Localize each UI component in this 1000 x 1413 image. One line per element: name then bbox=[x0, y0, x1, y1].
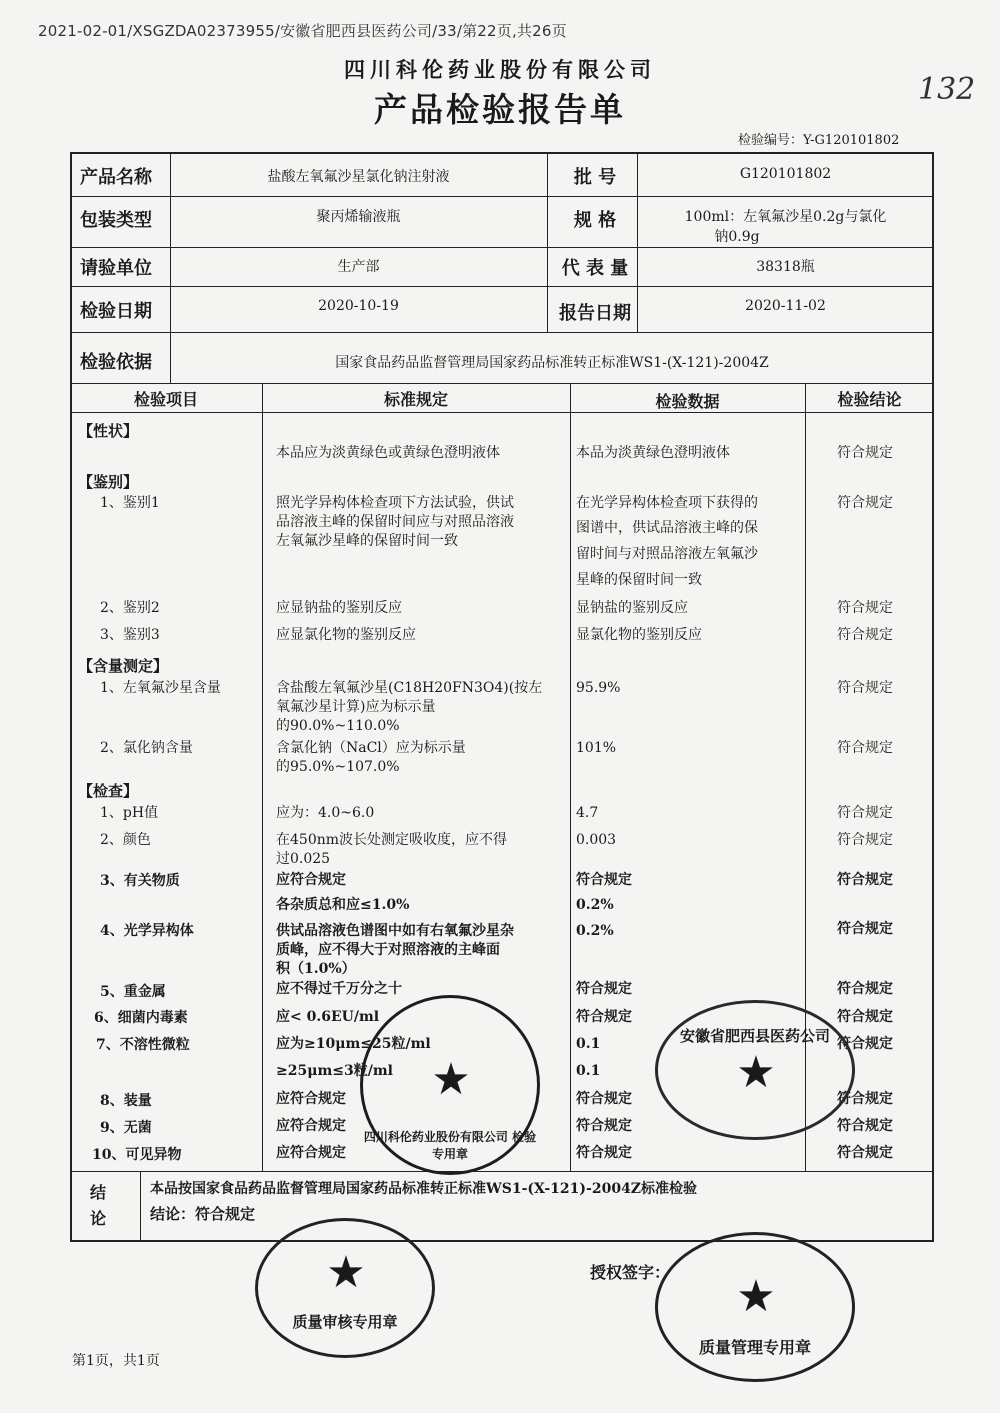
standard-cell: 含氯化钠（NaCl）应为标示量 bbox=[276, 740, 466, 756]
quantity: 38318瓶 bbox=[756, 259, 815, 275]
item-name: 4、光学异构体 bbox=[100, 923, 194, 939]
standard-cell: 积（1.0%） bbox=[276, 961, 356, 977]
item-name: 3、有关物质 bbox=[100, 873, 180, 889]
result-cell: 符合规定 bbox=[837, 1145, 893, 1161]
standard-cell: 过0.025 bbox=[276, 851, 331, 867]
data-cell: 0.2% bbox=[576, 923, 614, 939]
test-date-label: 检验日期 bbox=[80, 301, 152, 322]
result-cell: 符合规定 bbox=[837, 445, 893, 461]
test-date: 2020-10-19 bbox=[318, 298, 399, 314]
standard-cell: 含盐酸左氧氟沙星(C18H20FN3O4)(按左 bbox=[276, 680, 543, 696]
col-header-data: 检验数据 bbox=[655, 392, 720, 411]
item-name: 1、鉴别1 bbox=[100, 495, 160, 511]
data-cell: 符合规定 bbox=[576, 872, 632, 888]
basis: 国家食品药品监督管理局国家药品标准转正标准WS1-(X-121)-2004Z bbox=[335, 355, 769, 371]
result-cell: 符合规定 bbox=[837, 872, 893, 888]
data-cell: 95.9% bbox=[576, 680, 621, 696]
result-cell: 符合规定 bbox=[837, 627, 893, 643]
rule bbox=[70, 286, 934, 287]
batch-number: G120101802 bbox=[739, 166, 832, 182]
data-cell: 本品为淡黄绿色澄明液体 bbox=[576, 445, 730, 461]
item-name: 1、pH值 bbox=[100, 805, 159, 821]
data-cell: 101% bbox=[576, 740, 617, 756]
batch-label: 批 号 bbox=[573, 167, 617, 188]
section-identification: 【鉴别】 bbox=[78, 473, 139, 491]
result-cell: 符合规定 bbox=[837, 1036, 893, 1052]
data-cell: 图谱中，供试品溶液主峰的保 bbox=[576, 520, 758, 536]
item-name: 5、重金属 bbox=[100, 984, 166, 1000]
standard-cell: 氧氟沙星计算)应为标示量 bbox=[276, 699, 436, 715]
data-cell: 0.003 bbox=[576, 832, 617, 848]
page-footer: 第1页，共1页 bbox=[72, 1353, 160, 1369]
basis-label: 检验依据 bbox=[80, 352, 152, 373]
rule bbox=[70, 332, 934, 333]
data-cell: 符合规定 bbox=[576, 1145, 632, 1161]
standard-cell: 左氧氟沙星峰的保留时间一致 bbox=[276, 533, 458, 549]
item-name: 8、装量 bbox=[100, 1093, 152, 1109]
stamp-text: 安徽省肥西县医药公司 bbox=[679, 1027, 830, 1045]
result-cell: 符合规定 bbox=[837, 1091, 893, 1107]
result-cell: 符合规定 bbox=[837, 805, 893, 821]
standard-cell: 应为≥10μm≤25粒/ml bbox=[276, 1036, 431, 1052]
stamp-text: 四川科伦药业股份有限公司 检验专用章 bbox=[363, 1130, 537, 1161]
item-name: 1、左氧氟沙星含量 bbox=[100, 680, 221, 696]
data-cell: 符合规定 bbox=[576, 1091, 632, 1107]
data-cell: 星峰的保留时间一致 bbox=[576, 572, 702, 588]
standard-cell: 应显氯化物的鉴别反应 bbox=[276, 627, 416, 643]
company-inspection-stamp bbox=[360, 995, 540, 1175]
standard-cell: 本品应为淡黄绿色或黄绿色澄明液体 bbox=[276, 445, 500, 461]
data-cell: 符合规定 bbox=[576, 1009, 632, 1025]
item-name: 9、无菌 bbox=[100, 1120, 152, 1136]
item-name: 3、鉴别3 bbox=[100, 627, 160, 643]
result-cell: 符合规定 bbox=[837, 740, 893, 756]
package-label: 包装类型 bbox=[80, 210, 152, 231]
data-cell: 显氯化物的鉴别反应 bbox=[576, 627, 702, 643]
standard-cell: 应为：4.0~6.0 bbox=[276, 805, 375, 821]
conclusion-label-1: 结 bbox=[90, 1183, 107, 1202]
package-type: 聚丙烯输液瓶 bbox=[316, 209, 401, 225]
result-cell: 符合规定 bbox=[837, 921, 893, 937]
data-cell: 0.2% bbox=[576, 897, 614, 913]
col-header-result: 检验结论 bbox=[837, 390, 902, 409]
data-cell: 显钠盐的鉴别反应 bbox=[576, 600, 688, 616]
pharmacy-company-stamp bbox=[655, 1000, 855, 1140]
report-date-label: 报告日期 bbox=[559, 303, 631, 324]
quality-audit-stamp bbox=[255, 1218, 435, 1358]
product-name: 盐酸左氧氟沙星氯化钠注射液 bbox=[267, 169, 450, 185]
data-cell: 0.1 bbox=[576, 1063, 601, 1079]
data-cell: 符合规定 bbox=[576, 981, 632, 997]
data-cell: 0.1 bbox=[576, 1036, 601, 1052]
standard-cell: 应< 0.6EU/ml bbox=[276, 1009, 380, 1025]
conclusion-result: 结论：符合规定 bbox=[150, 1205, 256, 1223]
report-date: 2020-11-02 bbox=[745, 298, 826, 314]
standard-cell: 的90.0%~110.0% bbox=[276, 718, 400, 734]
result-cell: 符合规定 bbox=[837, 832, 893, 848]
rule bbox=[140, 1171, 141, 1242]
product-name-label: 产品名称 bbox=[80, 167, 152, 188]
handwritten-note: 132 bbox=[918, 72, 976, 107]
star-icon: ★ bbox=[431, 1054, 471, 1105]
item-name: 2、鉴别2 bbox=[100, 600, 160, 616]
company-name: 四川科伦药业股份有限公司 bbox=[344, 57, 656, 82]
col-header-item: 检验项目 bbox=[133, 390, 198, 409]
rule bbox=[70, 1171, 934, 1172]
star-icon: ★ bbox=[736, 1271, 776, 1322]
result-cell: 符合规定 bbox=[837, 600, 893, 616]
standard-cell: 应不得过千万分之十 bbox=[276, 981, 402, 997]
rule bbox=[570, 383, 571, 1171]
standard-cell: 应符合规定 bbox=[276, 1091, 346, 1107]
col-header-standard: 标准规定 bbox=[383, 390, 448, 409]
section-appearance: 【性状】 bbox=[78, 422, 139, 440]
data-cell: 4.7 bbox=[576, 805, 599, 821]
quantity-label: 代 表 量 bbox=[561, 258, 629, 279]
stamp-text: 质量审核专用章 bbox=[292, 1313, 398, 1331]
data-cell: 在光学异构体检查项下获得的 bbox=[576, 495, 758, 511]
report-title: 产品检验报告单 bbox=[374, 90, 626, 129]
conclusion-text: 本品按国家食品药品监督管理局国家药品标准转正标准WS1-(X-121)-2004Z标准检验 bbox=[150, 1181, 698, 1197]
standard-cell: 各杂质总和应≤1.0% bbox=[276, 897, 410, 913]
report-number: 检验编号：Y-G120101802 bbox=[738, 133, 900, 148]
standard-cell: 品溶液主峰的保留时间应与对照品溶液 bbox=[276, 514, 514, 530]
standard-cell: 应符合规定 bbox=[276, 1145, 346, 1161]
signature-label: 授权签字： bbox=[590, 1263, 671, 1282]
standard-cell: 照光学异构体检查项下方法试验，供试 bbox=[276, 495, 514, 511]
rule bbox=[70, 196, 934, 197]
section-tests: 【检查】 bbox=[78, 782, 139, 800]
standard-cell: 应符合规定 bbox=[276, 872, 346, 888]
star-icon: ★ bbox=[326, 1247, 366, 1298]
standard-cell: 应显钠盐的鉴别反应 bbox=[276, 600, 402, 616]
item-name: 10、可见异物 bbox=[92, 1147, 182, 1163]
item-name: 7、不溶性微粒 bbox=[96, 1037, 190, 1053]
standard-cell: 供试品溶液色谱图中如有右氧氟沙星杂 bbox=[276, 923, 514, 939]
standard-cell: 的95.0%~107.0% bbox=[276, 759, 400, 775]
data-cell: 符合规定 bbox=[576, 1118, 632, 1134]
quality-management-stamp bbox=[655, 1232, 855, 1382]
rule bbox=[547, 152, 548, 332]
standard-cell: ≥25μm≤3粒/ml bbox=[276, 1063, 393, 1079]
header-line: 2021-02-01/XSGZDA02373955/安徽省肥西县医药公司/33/第22页,共26页 bbox=[38, 22, 567, 40]
standard-cell: 质峰，应不得大于对照溶液的主峰面 bbox=[276, 942, 500, 958]
stamp-text: 质量管理专用章 bbox=[698, 1338, 811, 1357]
requester-label: 请验单位 bbox=[80, 258, 152, 279]
item-name: 2、氯化钠含量 bbox=[100, 740, 193, 756]
spec-label: 规 格 bbox=[573, 210, 617, 231]
standard-cell: 应符合规定 bbox=[276, 1118, 346, 1134]
spec-line-1: 100ml：左氧氟沙星0.2g与氯化 bbox=[684, 209, 887, 225]
result-cell: 符合规定 bbox=[837, 1118, 893, 1134]
standard-cell: 在450nm波长处测定吸收度，应不得 bbox=[276, 832, 508, 848]
result-cell: 符合规定 bbox=[837, 495, 893, 511]
rule bbox=[70, 247, 934, 248]
star-icon: ★ bbox=[736, 1047, 776, 1098]
data-cell: 留时间与对照品溶液左氧氟沙 bbox=[576, 546, 758, 562]
requester: 生产部 bbox=[337, 259, 380, 275]
spec-line-2: 钠0.9g bbox=[714, 229, 760, 245]
conclusion-label-2: 论 bbox=[90, 1209, 107, 1228]
section-assay: 【含量测定】 bbox=[78, 657, 169, 675]
rule bbox=[262, 383, 263, 1171]
result-cell: 符合规定 bbox=[837, 1009, 893, 1025]
result-cell: 符合规定 bbox=[837, 981, 893, 997]
item-name: 2、颜色 bbox=[100, 832, 151, 848]
item-name: 6、细菌内毒素 bbox=[94, 1010, 188, 1026]
result-cell: 符合规定 bbox=[837, 680, 893, 696]
